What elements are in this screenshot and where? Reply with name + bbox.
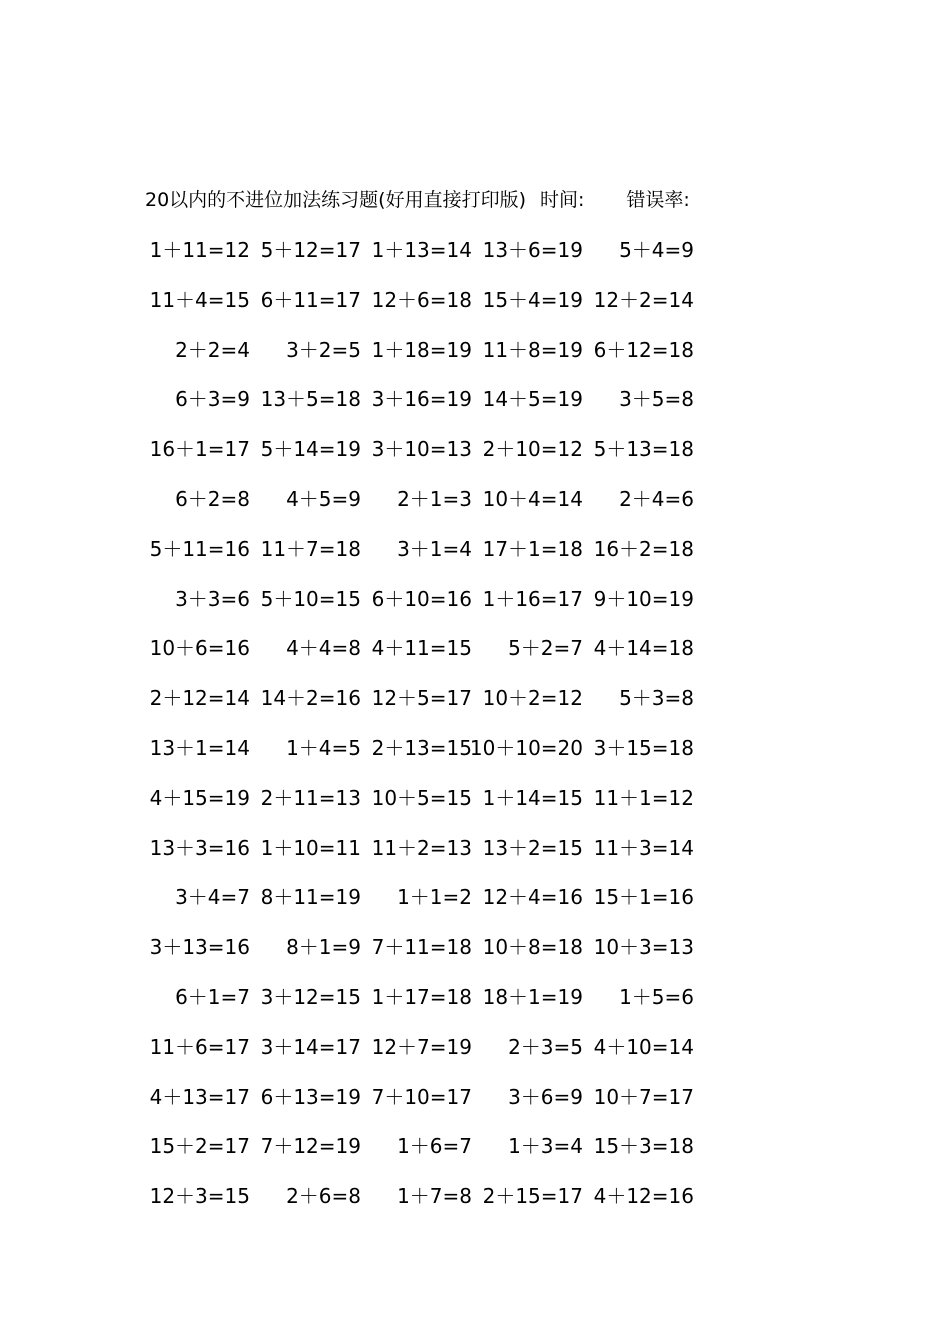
problem-row <box>150 1182 710 1232</box>
addition-problem: 3＋15=18 <box>593 735 694 760</box>
addition-problem: 1＋3=4 <box>508 1134 583 1159</box>
problem-row <box>150 734 710 784</box>
addition-problem: 8＋1=9 <box>286 935 361 960</box>
addition-problem: 10＋10=20 <box>469 735 583 760</box>
addition-problem: 7＋12=19 <box>260 1134 361 1159</box>
addition-problem: 17＋1=18 <box>482 536 583 561</box>
addition-problem: 3＋3=6 <box>175 586 250 611</box>
addition-problem: 10＋2=12 <box>482 686 583 711</box>
addition-problem: 1＋14=15 <box>482 785 583 810</box>
addition-problem: 15＋3=18 <box>593 1134 694 1159</box>
problem-row <box>150 336 710 386</box>
addition-problem: 11＋4=15 <box>149 287 250 312</box>
addition-problem: 4＋11=15 <box>371 636 472 661</box>
addition-problem: 9＋10=19 <box>593 586 694 611</box>
addition-problem: 3＋2=5 <box>286 337 361 362</box>
addition-problem: 5＋3=8 <box>619 686 694 711</box>
addition-problem: 2＋10=12 <box>482 437 583 462</box>
addition-problem: 1＋13=14 <box>371 238 472 262</box>
addition-problem: 3＋6=9 <box>508 1084 583 1109</box>
addition-problem: 4＋4=8 <box>286 636 361 661</box>
addition-problem: 7＋11=18 <box>371 935 472 960</box>
addition-problem: 12＋2=14 <box>593 287 694 312</box>
addition-problem: 3＋14=17 <box>260 1034 361 1059</box>
error-rate-label: 错误率: <box>626 189 690 211</box>
addition-problem: 3＋4=7 <box>175 885 250 910</box>
problem-row <box>150 883 710 933</box>
problem-row <box>150 535 710 585</box>
addition-problem: 3＋16=19 <box>371 387 472 412</box>
problem-row <box>150 933 710 983</box>
addition-problem: 1＋5=6 <box>619 984 694 1009</box>
addition-problem: 2＋15=17 <box>482 1184 583 1209</box>
addition-problem: 2＋13=15 <box>371 735 472 760</box>
problem-row <box>150 834 710 884</box>
addition-problem: 7＋10=17 <box>371 1084 472 1109</box>
addition-problem: 5＋4=9 <box>619 238 694 262</box>
problem-row <box>150 485 710 535</box>
addition-problem: 18＋1=19 <box>482 984 583 1009</box>
addition-problem: 5＋12=17 <box>260 238 361 262</box>
problem-row <box>150 983 710 1033</box>
worksheet-header <box>145 187 690 213</box>
addition-problem: 1＋1=2 <box>397 885 472 910</box>
addition-problem: 1＋6=7 <box>397 1134 472 1159</box>
addition-problem: 2＋1=3 <box>397 486 472 511</box>
problem-row <box>150 1132 710 1182</box>
addition-problem: 5＋2=7 <box>508 636 583 661</box>
addition-problem: 4＋12=16 <box>593 1184 694 1209</box>
problem-row <box>150 784 710 834</box>
problem-row <box>150 236 710 286</box>
addition-problem: 13＋5=18 <box>260 387 361 412</box>
problem-row <box>150 1033 710 1083</box>
addition-problem: 12＋4=16 <box>482 885 583 910</box>
addition-problem: 2＋3=5 <box>508 1034 583 1059</box>
addition-problem: 6＋1=7 <box>175 984 250 1009</box>
addition-problem: 13＋3=16 <box>149 835 250 860</box>
addition-problem: 12＋7=19 <box>371 1034 472 1059</box>
addition-problem: 3＋5=8 <box>619 387 694 412</box>
addition-problem: 8＋11=19 <box>260 885 361 910</box>
addition-problem: 10＋3=13 <box>593 935 694 960</box>
addition-problem: 14＋2=16 <box>260 686 361 711</box>
addition-problem: 2＋2=4 <box>175 337 250 362</box>
addition-problem: 15＋2=17 <box>149 1134 250 1159</box>
problem-row <box>150 585 710 635</box>
addition-problem: 6＋3=9 <box>175 387 250 412</box>
addition-problem: 2＋6=8 <box>286 1184 361 1209</box>
addition-problem: 2＋12=14 <box>149 686 250 711</box>
problem-grid <box>150 236 710 1232</box>
addition-problem: 1＋4=5 <box>286 735 361 760</box>
addition-problem: 4＋13=17 <box>149 1084 250 1109</box>
addition-problem: 12＋5=17 <box>371 686 472 711</box>
addition-problem: 1＋10=11 <box>260 835 361 860</box>
addition-problem: 5＋13=18 <box>593 437 694 462</box>
addition-problem: 11＋2=13 <box>371 835 472 860</box>
addition-problem: 1＋18=19 <box>371 337 472 362</box>
addition-problem: 11＋1=12 <box>593 785 694 810</box>
addition-problem: 13＋1=14 <box>149 735 250 760</box>
problem-row <box>150 1083 710 1133</box>
addition-problem: 4＋15=19 <box>149 785 250 810</box>
addition-problem: 1＋7=8 <box>397 1184 472 1209</box>
addition-problem: 4＋10=14 <box>593 1034 694 1059</box>
addition-problem: 15＋1=16 <box>593 885 694 910</box>
addition-problem: 11＋8=19 <box>482 337 583 362</box>
addition-problem: 1＋11=12 <box>149 238 250 262</box>
addition-problem: 5＋11=16 <box>149 536 250 561</box>
addition-problem: 10＋8=18 <box>482 935 583 960</box>
addition-problem: 5＋10=15 <box>260 586 361 611</box>
addition-problem: 2＋11=13 <box>260 785 361 810</box>
problem-row <box>150 435 710 485</box>
problem-row <box>150 634 710 684</box>
addition-problem: 10＋4=14 <box>482 486 583 511</box>
addition-problem: 6＋13=19 <box>260 1084 361 1109</box>
addition-problem: 3＋12=15 <box>260 984 361 1009</box>
addition-problem: 11＋3=14 <box>593 835 694 860</box>
addition-problem: 10＋5=15 <box>371 785 472 810</box>
addition-problem: 1＋16=17 <box>482 586 583 611</box>
addition-problem: 10＋7=17 <box>593 1084 694 1109</box>
addition-problem: 12＋3=15 <box>149 1184 250 1209</box>
addition-problem: 1＋17=18 <box>371 984 472 1009</box>
worksheet-title: 20以内的不进位加法练习题(好用直接打印版) <box>145 189 527 211</box>
addition-problem: 14＋5=19 <box>482 387 583 412</box>
problem-row <box>150 684 710 734</box>
addition-problem: 4＋5=9 <box>286 486 361 511</box>
addition-problem: 3＋1=4 <box>397 536 472 561</box>
addition-problem: 16＋2=18 <box>593 536 694 561</box>
addition-problem: 6＋2=8 <box>175 486 250 511</box>
addition-problem: 11＋6=17 <box>149 1034 250 1059</box>
problem-row <box>150 286 710 336</box>
time-label: 时间: <box>540 189 585 211</box>
addition-problem: 16＋1=17 <box>149 437 250 462</box>
addition-problem: 6＋12=18 <box>593 337 694 362</box>
addition-problem: 5＋14=19 <box>260 437 361 462</box>
problem-row <box>150 385 710 435</box>
addition-problem: 6＋10=16 <box>371 586 472 611</box>
addition-problem: 15＋4=19 <box>482 287 583 312</box>
addition-problem: 2＋4=6 <box>619 486 694 511</box>
addition-problem: 13＋2=15 <box>482 835 583 860</box>
addition-problem: 11＋7=18 <box>260 536 361 561</box>
addition-problem: 4＋14=18 <box>593 636 694 661</box>
addition-problem: 6＋11=17 <box>260 287 361 312</box>
addition-problem: 12＋6=18 <box>371 287 472 312</box>
addition-problem: 3＋10=13 <box>371 437 472 462</box>
addition-problem: 13＋6=19 <box>482 238 583 262</box>
addition-problem: 10＋6=16 <box>149 636 250 661</box>
addition-problem: 3＋13=16 <box>149 935 250 960</box>
